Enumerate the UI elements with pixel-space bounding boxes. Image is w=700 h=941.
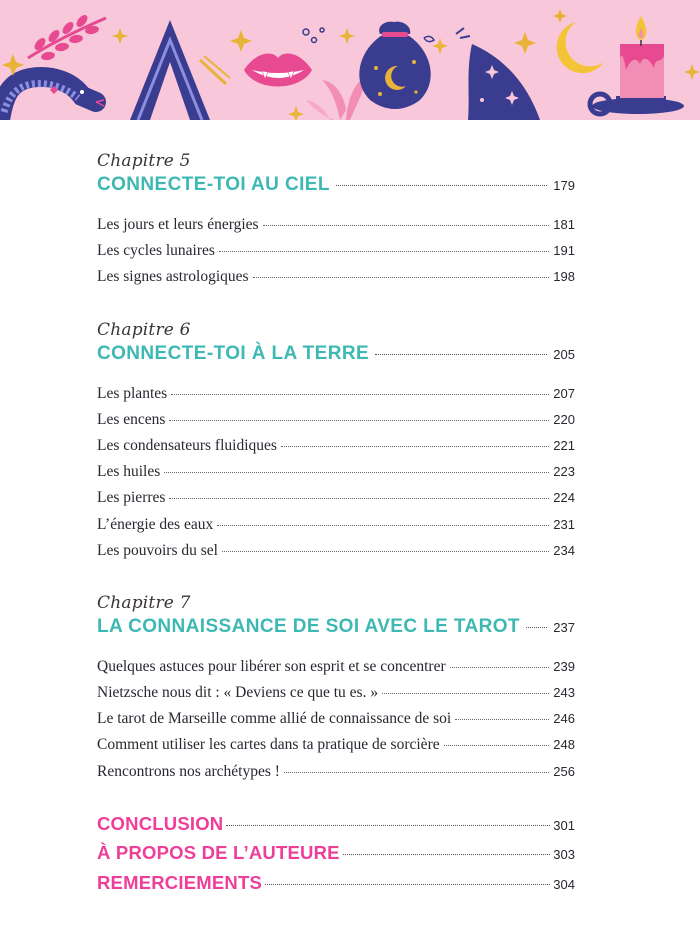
chapter-7-section	[97, 592, 575, 789]
chapter-6-section	[97, 319, 575, 568]
entry-list	[97, 385, 575, 568]
entry-title: Les jours et leurs énergies	[97, 216, 259, 233]
triangle-icon	[130, 20, 230, 120]
toc-entry[interactable]	[97, 411, 575, 437]
dot-leader	[226, 825, 550, 826]
toc-entry[interactable]	[97, 516, 575, 542]
page-number: 220	[553, 411, 575, 427]
page-number: 223	[553, 464, 575, 480]
page-number: 304	[553, 876, 575, 892]
page-number: 246	[553, 711, 575, 727]
toc-entry[interactable]	[97, 542, 575, 568]
chapter-heading-row[interactable]	[97, 343, 575, 371]
lips-fangs-icon	[244, 54, 312, 87]
chapter-label: Chapitre 5	[97, 151, 191, 171]
witchy-illustrations	[0, 0, 700, 120]
entry-title: Les condensateurs fluidiques	[97, 436, 277, 454]
final-section-row[interactable]	[97, 872, 575, 902]
chapter-label: Chapitre 6	[97, 319, 191, 340]
chapter-label: Chapitre 7	[97, 592, 191, 613]
entry-title: Comment utiliser les cartes dans ta pratique de sorcière	[97, 736, 440, 754]
page-number: 207	[553, 385, 575, 401]
entry-title: Les huiles	[97, 463, 161, 481]
candle-icon	[590, 16, 684, 114]
entry-title: Les plantes	[97, 384, 168, 402]
final-section-row[interactable]	[97, 842, 575, 872]
dot-leader	[382, 693, 549, 694]
chapter-heading-row[interactable]	[97, 616, 575, 644]
toc-entry[interactable]	[97, 736, 575, 762]
entry-title: L’énergie des eaux	[97, 515, 214, 533]
dot-leader	[284, 772, 549, 773]
dot-leader	[450, 667, 550, 668]
page-number: 224	[553, 490, 575, 506]
toc-entry[interactable]	[97, 437, 575, 463]
dot-leader	[164, 472, 549, 473]
dot-leader	[263, 225, 550, 226]
toc-entry[interactable]	[97, 242, 575, 268]
chapter-title: CONNECTE-TOI AU CIEL	[97, 174, 330, 195]
page-number: 234	[553, 542, 575, 558]
entry-title: Les pierres	[97, 489, 166, 507]
page-number: 198	[553, 269, 575, 285]
decorative-banner	[0, 0, 700, 120]
entry-list	[97, 658, 575, 789]
dot-leader	[375, 354, 547, 355]
entry-title: Les cycles lunaires	[97, 242, 215, 260]
dot-leader	[169, 420, 549, 421]
dot-leader	[281, 446, 549, 447]
page-number: 248	[553, 737, 575, 753]
dot-leader	[455, 719, 549, 720]
page-number: 243	[553, 685, 575, 701]
toc-entry[interactable]	[97, 684, 575, 710]
entry-title: Le tarot de Marseille comme allié de connaissance de soi	[97, 710, 452, 728]
dot-leader	[444, 745, 550, 746]
dot-leader	[222, 551, 549, 552]
toc-entry[interactable]	[97, 216, 575, 242]
pouch-bag-icon	[359, 22, 434, 109]
pink-plant-icon	[306, 76, 366, 120]
page-number: 179	[553, 178, 575, 193]
snake-icon	[0, 77, 104, 120]
page-number: 221	[553, 437, 575, 453]
dot-leader	[336, 185, 547, 186]
dot-leader	[526, 627, 547, 628]
toc-entry[interactable]	[97, 710, 575, 736]
entry-title: Nietzsche nous dit : « Deviens ce que tu es. »	[97, 684, 379, 702]
page-number: 205	[553, 346, 575, 362]
page-number: 256	[553, 763, 575, 779]
page-number: 181	[553, 217, 575, 232]
chapter-title: LA CONNAISSANCE DE SOI AVEC LE TAROT	[97, 615, 520, 637]
dot-leader	[171, 394, 549, 395]
toc-entry[interactable]	[97, 463, 575, 489]
chapter-title: CONNECTE-TOI À LA TERRE	[97, 342, 370, 364]
dot-leader	[217, 525, 549, 526]
toc-entry[interactable]	[97, 658, 575, 684]
final-section-title: CONCLUSION	[97, 812, 224, 834]
entry-title: Les signes astrologiques	[97, 268, 249, 286]
crescent-moon-icon	[557, 22, 604, 73]
entry-list	[97, 216, 575, 295]
final-section-row[interactable]	[97, 813, 575, 843]
dot-leader	[343, 854, 551, 855]
page-number: 231	[553, 516, 575, 532]
dot-leader	[219, 251, 549, 252]
fern-leaf-icon	[28, 13, 106, 61]
entry-title: Les encens	[97, 410, 166, 428]
toc-entry[interactable]	[97, 489, 575, 515]
final-section-title: À PROPOS DE L’AUTEURE	[97, 842, 340, 864]
toc-entry[interactable]	[97, 385, 575, 411]
chapter-heading-row[interactable]	[97, 174, 575, 202]
entry-title: Rencontrons nos archétypes !	[97, 762, 280, 780]
toc-entry[interactable]	[97, 268, 575, 294]
table-of-contents	[97, 150, 575, 901]
chapter-5-section	[97, 150, 575, 295]
page-number: 239	[553, 658, 575, 674]
final-section-title: REMERCIEMENTS	[97, 871, 262, 893]
dot-leader	[169, 498, 549, 499]
bubble-icons	[303, 28, 324, 43]
dot-leader	[265, 884, 550, 885]
page-number: 237	[553, 619, 575, 635]
page-number: 301	[553, 817, 575, 833]
entry-title: Les pouvoirs du sel	[97, 541, 218, 559]
dot-leader	[253, 277, 550, 278]
final-sections	[97, 813, 575, 902]
page-number: 191	[553, 243, 575, 259]
entry-title: Quelques astuces pour libérer son esprit et se concentrer	[97, 657, 446, 675]
toc-entry[interactable]	[97, 763, 575, 789]
page-number: 303	[553, 847, 575, 863]
